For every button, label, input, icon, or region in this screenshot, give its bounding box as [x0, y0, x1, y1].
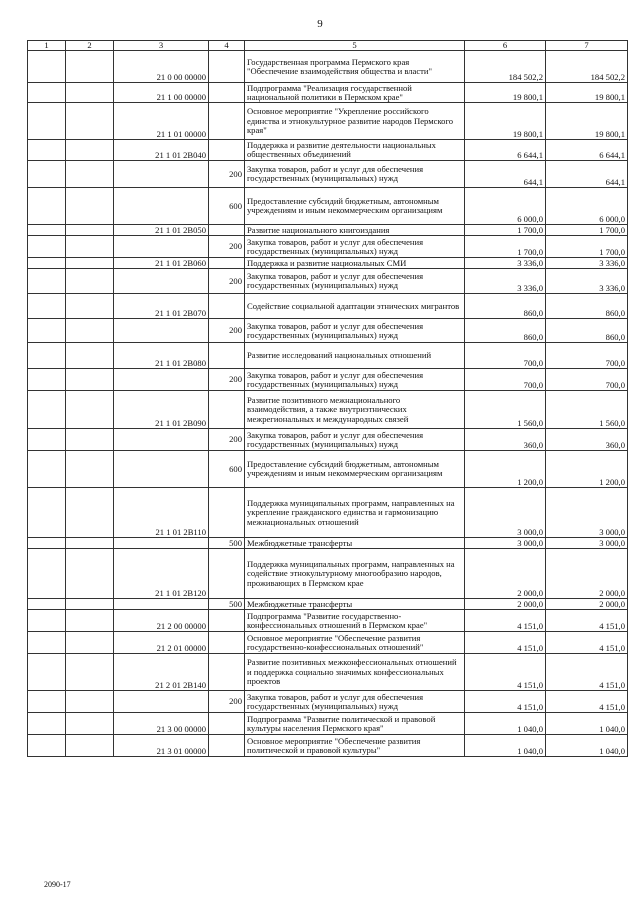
amount-year-2: 4 151,0 [546, 610, 628, 632]
amount-year-2: 6 644,1 [546, 140, 628, 161]
amount-year-2: 3 000,0 [546, 538, 628, 549]
column-header: 5 [245, 41, 465, 51]
table-row [28, 549, 628, 599]
target-article-code: 21 1 01 2В110 [114, 488, 209, 538]
expense-type-code [209, 343, 245, 369]
empty-cell [66, 488, 114, 538]
column-header: 2 [66, 41, 114, 51]
empty-cell [28, 51, 66, 83]
amount-year-2: 1 040,0 [546, 735, 628, 757]
empty-cell [66, 225, 114, 236]
amount-year-1: 700,0 [465, 343, 546, 369]
expense-name: Подпрограмма "Развитие государственно-конфессиональных отношений в Пермском крае" [245, 610, 465, 632]
target-article-code: 21 1 01 2В120 [114, 549, 209, 599]
amount-year-2: 6 000,0 [546, 188, 628, 225]
empty-cell [66, 343, 114, 369]
empty-cell [28, 429, 66, 451]
empty-cell [28, 236, 66, 258]
expense-name: Закупка товаров, работ и услуг для обеспечения государственных (муниципальных) нужд [245, 269, 465, 294]
empty-cell [28, 269, 66, 294]
amount-year-2: 4 151,0 [546, 691, 628, 713]
expense-name: Межбюджетные трансферты [245, 599, 465, 610]
amount-year-2: 1 700,0 [546, 236, 628, 258]
target-article-code [114, 236, 209, 258]
empty-cell [28, 391, 66, 429]
amount-year-1: 1 700,0 [465, 236, 546, 258]
column-header: 1 [28, 41, 66, 51]
target-article-code [114, 319, 209, 343]
amount-year-2: 3 336,0 [546, 258, 628, 269]
table-row [28, 488, 628, 538]
expense-name: Развитие позитивного межнационального взаимодействия, а также внутриэтнических межрегиональных и международных связей [245, 391, 465, 429]
amount-year-1: 1 200,0 [465, 451, 546, 488]
expense-type-code: 200 [209, 369, 245, 391]
empty-cell [66, 161, 114, 188]
empty-cell [28, 319, 66, 343]
document-code: 2090-17 [44, 880, 71, 889]
amount-year-1: 19 800,1 [465, 103, 546, 140]
amount-year-1: 3 000,0 [465, 538, 546, 549]
amount-year-1: 860,0 [465, 294, 546, 319]
amount-year-1: 4 151,0 [465, 691, 546, 713]
expense-type-code [209, 294, 245, 319]
amount-year-2: 644,1 [546, 161, 628, 188]
amount-year-1: 4 151,0 [465, 610, 546, 632]
expense-name: Закупка товаров, работ и услуг для обеспечения государственных (муниципальных) нужд [245, 429, 465, 451]
amount-year-1: 700,0 [465, 369, 546, 391]
amount-year-2: 4 151,0 [546, 632, 628, 654]
table-row [28, 691, 628, 713]
empty-cell [28, 294, 66, 319]
empty-cell [28, 343, 66, 369]
table-row [28, 103, 628, 140]
budget-table-body [28, 41, 628, 757]
amount-year-2: 3 336,0 [546, 269, 628, 294]
table-row [28, 161, 628, 188]
expense-type-code: 600 [209, 188, 245, 225]
target-article-code: 21 1 01 2В050 [114, 225, 209, 236]
amount-year-1: 6 000,0 [465, 188, 546, 225]
target-article-code: 21 1 01 2В080 [114, 343, 209, 369]
expense-type-code: 200 [209, 319, 245, 343]
expense-type-code: 200 [209, 691, 245, 713]
amount-year-1: 184 502,2 [465, 51, 546, 83]
expense-name: Развитие позитивных межконфессиональных отношений и поддержка социально значимых конфессиональных проектов [245, 654, 465, 691]
expense-type-code [209, 713, 245, 735]
empty-cell [66, 369, 114, 391]
empty-cell [28, 735, 66, 757]
target-article-code [114, 269, 209, 294]
empty-cell [66, 429, 114, 451]
target-article-code: 21 3 00 00000 [114, 713, 209, 735]
amount-year-1: 860,0 [465, 319, 546, 343]
expense-type-code [209, 258, 245, 269]
empty-cell [28, 258, 66, 269]
table-row [28, 225, 628, 236]
empty-cell [66, 735, 114, 757]
amount-year-2: 19 800,1 [546, 83, 628, 103]
expense-name: Подпрограмма "Развитие политической и правовой культуры населения Пермского края" [245, 713, 465, 735]
empty-cell [28, 140, 66, 161]
expense-name: Поддержка муниципальных программ, направленных на укрепление гражданского единства и гармонизацию межнациональных отношений [245, 488, 465, 538]
expense-type-code [209, 654, 245, 691]
amount-year-2: 1 700,0 [546, 225, 628, 236]
amount-year-2: 1 200,0 [546, 451, 628, 488]
amount-year-2: 360,0 [546, 429, 628, 451]
table-row [28, 319, 628, 343]
amount-year-1: 360,0 [465, 429, 546, 451]
column-header: 3 [114, 41, 209, 51]
amount-year-2: 1 560,0 [546, 391, 628, 429]
table-row [28, 343, 628, 369]
target-article-code: 21 1 01 00000 [114, 103, 209, 140]
table-row [28, 735, 628, 757]
target-article-code [114, 188, 209, 225]
expense-type-code [209, 391, 245, 429]
empty-cell [66, 713, 114, 735]
amount-year-1: 4 151,0 [465, 632, 546, 654]
amount-year-1: 2 000,0 [465, 549, 546, 599]
amount-year-1: 2 000,0 [465, 599, 546, 610]
empty-cell [28, 451, 66, 488]
table-row [28, 429, 628, 451]
empty-cell [66, 391, 114, 429]
table-row [28, 654, 628, 691]
empty-cell [66, 236, 114, 258]
expense-type-code: 600 [209, 451, 245, 488]
expense-type-code [209, 103, 245, 140]
expense-type-code [209, 83, 245, 103]
amount-year-1: 3 000,0 [465, 488, 546, 538]
empty-cell [28, 538, 66, 549]
amount-year-1: 1 040,0 [465, 735, 546, 757]
table-header-row [28, 41, 628, 51]
expense-name: Закупка товаров, работ и услуг для обеспечения государственных (муниципальных) нужд [245, 161, 465, 188]
amount-year-1: 1 040,0 [465, 713, 546, 735]
empty-cell [66, 269, 114, 294]
empty-cell [66, 691, 114, 713]
table-row [28, 236, 628, 258]
amount-year-2: 700,0 [546, 369, 628, 391]
empty-cell [28, 161, 66, 188]
empty-cell [28, 549, 66, 599]
target-article-code [114, 369, 209, 391]
table-row [28, 140, 628, 161]
table-row [28, 269, 628, 294]
empty-cell [66, 103, 114, 140]
expense-name: Подпрограмма "Реализация государственной национальной политики в Пермском крае" [245, 83, 465, 103]
expense-name: Закупка товаров, работ и услуг для обеспечения государственных (муниципальных) нужд [245, 236, 465, 258]
empty-cell [28, 713, 66, 735]
expense-name: Предоставление субсидий бюджетным, автономным учреждениям и иным некоммерческим организациям [245, 188, 465, 225]
empty-cell [28, 632, 66, 654]
expense-name: Межбюджетные трансферты [245, 538, 465, 549]
expense-name: Государственная программа Пермского края "Обеспечение взаимодействия общества и власти" [245, 51, 465, 83]
empty-cell [66, 140, 114, 161]
amount-year-1: 4 151,0 [465, 654, 546, 691]
expense-type-code [209, 140, 245, 161]
empty-cell [66, 549, 114, 599]
target-article-code: 21 1 01 2В090 [114, 391, 209, 429]
expense-name: Основное мероприятие "Укрепление российского единства и этнокультурное развитие народов Пермского края" [245, 103, 465, 140]
expense-type-code [209, 610, 245, 632]
expense-name: Поддержка и развитие национальных СМИ [245, 258, 465, 269]
amount-year-1: 1 700,0 [465, 225, 546, 236]
expense-type-code [209, 632, 245, 654]
target-article-code: 21 1 01 2В060 [114, 258, 209, 269]
amount-year-1: 3 336,0 [465, 258, 546, 269]
expense-type-code [209, 735, 245, 757]
expense-name: Закупка товаров, работ и услуг для обеспечения государственных (муниципальных) нужд [245, 319, 465, 343]
expense-name: Основное мероприятие "Обеспечение развития государственно-конфессиональных отношений" [245, 632, 465, 654]
empty-cell [28, 610, 66, 632]
column-header: 6 [465, 41, 546, 51]
table-row [28, 51, 628, 83]
amount-year-1: 19 800,1 [465, 83, 546, 103]
empty-cell [66, 188, 114, 225]
target-article-code [114, 691, 209, 713]
empty-cell [66, 610, 114, 632]
empty-cell [28, 225, 66, 236]
amount-year-1: 6 644,1 [465, 140, 546, 161]
table-row [28, 258, 628, 269]
target-article-code [114, 429, 209, 451]
column-header: 7 [546, 41, 628, 51]
amount-year-1: 644,1 [465, 161, 546, 188]
table-row [28, 632, 628, 654]
expense-name: Закупка товаров, работ и услуг для обеспечения государственных (муниципальных) нужд [245, 369, 465, 391]
empty-cell [66, 654, 114, 691]
empty-cell [66, 599, 114, 610]
expense-name: Развитие исследований национальных отношений [245, 343, 465, 369]
amount-year-2: 860,0 [546, 319, 628, 343]
expense-type-code [209, 488, 245, 538]
table-row [28, 599, 628, 610]
expense-type-code: 200 [209, 161, 245, 188]
expense-name: Поддержка и развитие деятельности национальных общественных объединений [245, 140, 465, 161]
target-article-code [114, 161, 209, 188]
table-row [28, 713, 628, 735]
budget-table [27, 40, 628, 757]
empty-cell [66, 294, 114, 319]
empty-cell [28, 188, 66, 225]
expense-type-code: 500 [209, 599, 245, 610]
amount-year-2: 860,0 [546, 294, 628, 319]
table-row [28, 538, 628, 549]
expense-name: Содействие социальной адаптации этнических мигрантов [245, 294, 465, 319]
target-article-code [114, 538, 209, 549]
empty-cell [28, 103, 66, 140]
table-row [28, 451, 628, 488]
table-row [28, 83, 628, 103]
expense-type-code [209, 549, 245, 599]
empty-cell [28, 369, 66, 391]
expense-type-code [209, 225, 245, 236]
expense-name: Закупка товаров, работ и услуг для обеспечения государственных (муниципальных) нужд [245, 691, 465, 713]
empty-cell [66, 632, 114, 654]
empty-cell [28, 654, 66, 691]
target-article-code: 21 1 00 00000 [114, 83, 209, 103]
expense-type-code: 500 [209, 538, 245, 549]
target-article-code [114, 599, 209, 610]
target-article-code: 21 1 01 2В040 [114, 140, 209, 161]
table-row [28, 391, 628, 429]
amount-year-2: 1 040,0 [546, 713, 628, 735]
amount-year-2: 2 000,0 [546, 549, 628, 599]
empty-cell [66, 319, 114, 343]
amount-year-2: 19 800,1 [546, 103, 628, 140]
target-article-code: 21 1 01 2В070 [114, 294, 209, 319]
amount-year-2: 4 151,0 [546, 654, 628, 691]
target-article-code: 21 2 01 2В140 [114, 654, 209, 691]
expense-type-code: 200 [209, 236, 245, 258]
amount-year-2: 184 502,2 [546, 51, 628, 83]
amount-year-1: 1 560,0 [465, 391, 546, 429]
target-article-code [114, 451, 209, 488]
expense-name: Основное мероприятие "Обеспечение развития политической и правовой культуры" [245, 735, 465, 757]
column-header: 4 [209, 41, 245, 51]
empty-cell [66, 538, 114, 549]
empty-cell [28, 488, 66, 538]
target-article-code: 21 3 01 00000 [114, 735, 209, 757]
expense-type-code: 200 [209, 429, 245, 451]
expense-name: Предоставление субсидий бюджетным, автономным учреждениям и иным некоммерческим организациям [245, 451, 465, 488]
table-row [28, 294, 628, 319]
amount-year-2: 700,0 [546, 343, 628, 369]
table-row [28, 369, 628, 391]
empty-cell [66, 451, 114, 488]
target-article-code: 21 0 00 00000 [114, 51, 209, 83]
empty-cell [28, 83, 66, 103]
empty-cell [66, 258, 114, 269]
target-article-code: 21 2 00 00000 [114, 610, 209, 632]
amount-year-1: 3 336,0 [465, 269, 546, 294]
table-row [28, 188, 628, 225]
expense-type-code [209, 51, 245, 83]
amount-year-2: 3 000,0 [546, 488, 628, 538]
empty-cell [28, 599, 66, 610]
page-number: 9 [317, 18, 323, 30]
target-article-code: 21 2 01 00000 [114, 632, 209, 654]
amount-year-2: 2 000,0 [546, 599, 628, 610]
expense-name: Поддержка муниципальных программ, направленных на содействие этнокультурному многообразию народов, проживающих в Пермском крае [245, 549, 465, 599]
expense-name: Развитие национального книгоиздания [245, 225, 465, 236]
empty-cell [66, 83, 114, 103]
empty-cell [66, 51, 114, 83]
empty-cell [28, 691, 66, 713]
expense-type-code: 200 [209, 269, 245, 294]
table-row [28, 610, 628, 632]
